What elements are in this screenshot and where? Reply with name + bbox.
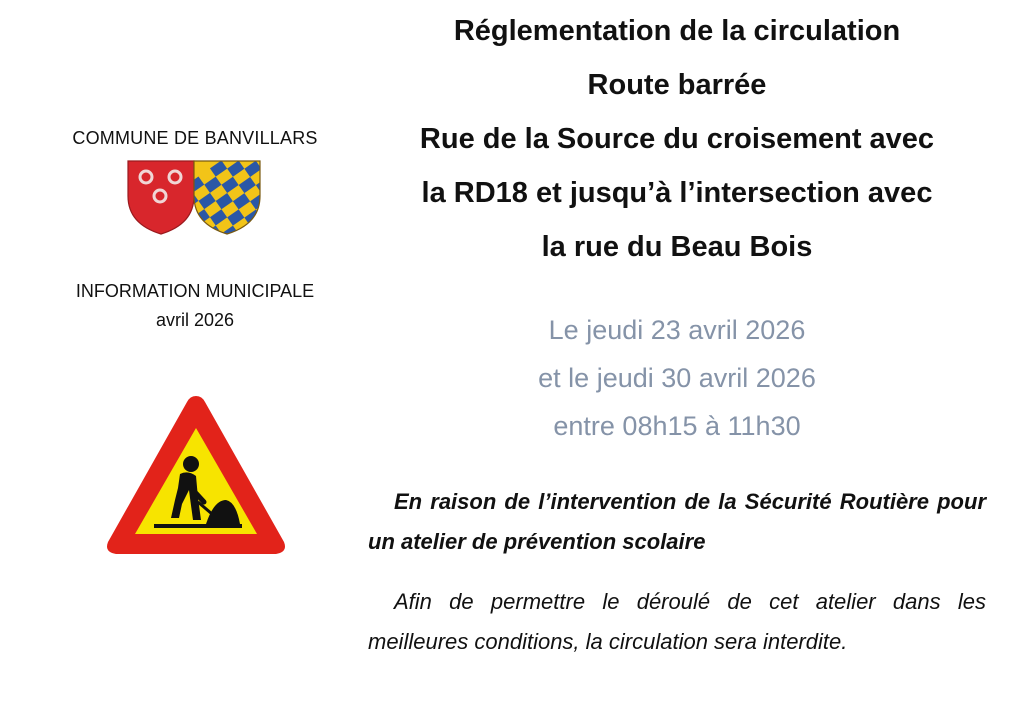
date-line: et le jeudi 30 avril 2026 — [538, 363, 816, 393]
reason-paragraph: En raison de l’intervention de la Sécurité Routière pour un atelier de prévention scolaire — [368, 489, 986, 554]
body-paragraph: Afin de permettre le déroulé de cet atelier dans les meilleures conditions, la circulation sera interdite. — [368, 589, 986, 654]
coat-of-arms-icon — [124, 158, 264, 236]
title-line: la RD18 et jusqu’à l’intersection avec — [421, 177, 933, 209]
roadworks-sign-icon — [102, 392, 290, 558]
municipal-header — [40, 0, 350, 723]
title-line: Route barrée — [587, 69, 767, 101]
information-block — [40, 277, 350, 335]
date-line: entre 08h15 à 11h30 — [553, 411, 801, 441]
notice-content — [368, 0, 986, 662]
dates-block — [368, 306, 986, 450]
date-line: Le jeudi 23 avril 2026 — [548, 315, 806, 345]
commune-name: COMMUNE DE BANVILLARS — [72, 128, 318, 148]
title-line: la rue du Beau Bois — [541, 231, 813, 263]
notice-title — [368, 0, 986, 274]
info-date: avril 2026 — [155, 310, 235, 330]
title-line: Réglementation de la circulation — [453, 15, 901, 47]
title-line: Rue de la Source du croisement avec — [419, 123, 935, 155]
info-title: INFORMATION MUNICIPALE — [75, 281, 315, 301]
